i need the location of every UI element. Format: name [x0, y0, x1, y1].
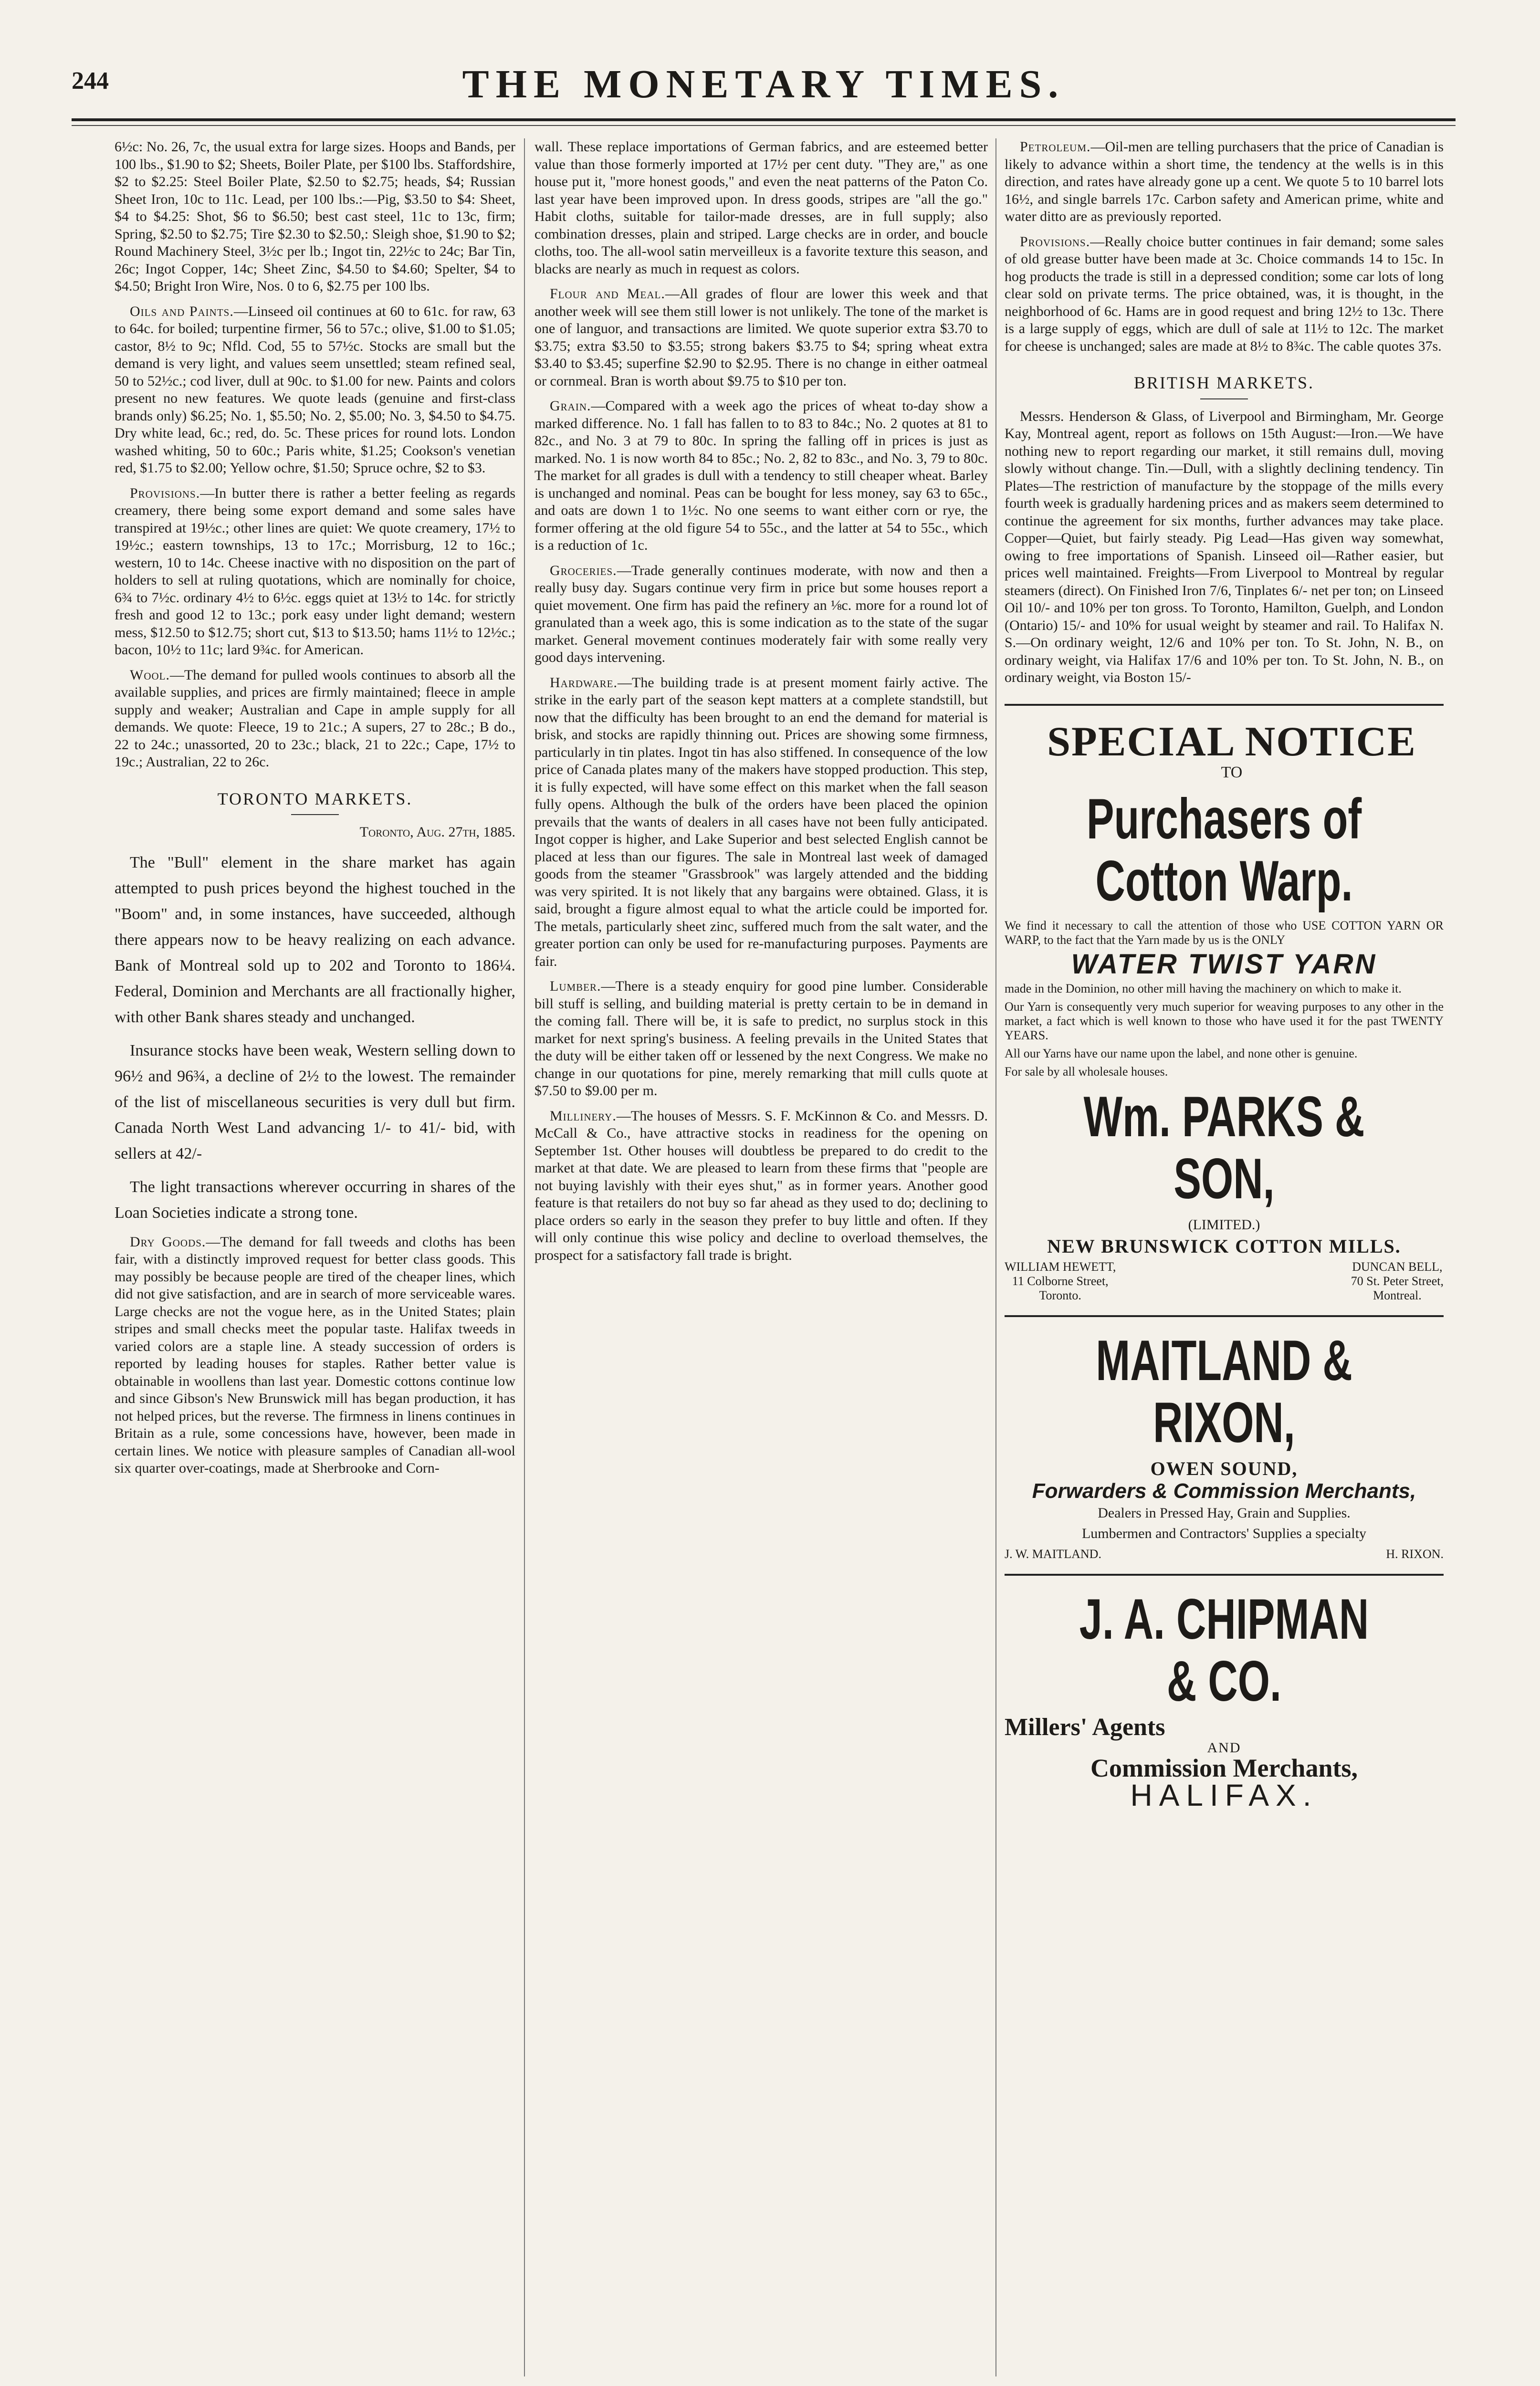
ad-firm-name: MAITLAND & RIXON, [1096, 1329, 1352, 1455]
section-head: Provisions. [1020, 233, 1090, 250]
section-head: Oils and Paints. [130, 303, 234, 319]
section-head: Wool. [130, 667, 170, 683]
ad-maitland-rixon [1005, 1329, 1444, 1561]
ad-agent [1005, 1260, 1116, 1303]
ad-divider [1005, 1315, 1444, 1317]
section-head: Dry Goods. [130, 1234, 206, 1250]
dateline: Toronto, Aug. 27th, 1885. [359, 824, 515, 840]
petroleum-paragraph [1005, 138, 1444, 226]
column-divider [524, 138, 525, 2376]
groceries-paragraph [534, 562, 988, 667]
toronto-paragraph: The light transactions wherever occurring in shares of the Loan Societies indicate a strong tone. [115, 1178, 515, 1222]
section-head: Hardware. [550, 674, 618, 691]
ad-divider [1005, 1574, 1444, 1576]
column-2 [534, 138, 988, 2376]
hardware-paragraph [534, 674, 988, 971]
ad-firm-name: Wm. PARKS & SON, [1083, 1085, 1365, 1211]
section-title-toronto: TORONTO MARKETS. [217, 789, 413, 808]
british-paragraph: Messrs. Henderson & Glass, of Liverpool and Birmingham, Mr. George Kay, Montreal agent, report as follows on 15th August:—Iron.—We have nothing new to report regarding our market, it still remains dull, moving slowly without change. Tin.—Dull, with a slightly declining tendency. Tin Plates—The restriction of manufacture by the stoppage of the mills every fourth week is gradually hardening prices and as makers seem determined to continue the agreement for six months, further advances may take place. Copper—Quiet, but fairly steady. Pig Lead—Has given way somewhat, owing to free importations of Spanish. Linseed oil—Rather easier, but prices well maintained. Freights—From Liverpool to Montreal by regular steamers (direct). On Finished Iron 7/6, Tinplates 6/- net per ton; on Linseed Oil 10/- and 10% per ton gross. To Toronto, Hamilton, Guelph, and London (Ontario) 15/- and 10% for usual weight by steamer and rail. To Halifax N. S.—On ordinary weight, 12/6 and 10% per ton. To St. John, N. B., on ordinary weight, via Halifax 17/6 and 10% per ton. To St. John, N. B., on ordinary weight, via Boston 15/- [1005, 408, 1444, 685]
millinery-paragraph [534, 1108, 988, 1265]
dry-goods-continued: wall. These replace importations of German fabrics, and are esteemed better value than those formerly imported at 17½ per cent duty. "They are," as one house put it, "more honest goods," and even the neat patterns of the Paton Co. last year have been improved upon. In dress goods, stripes are "all the go." Habit cloths, suitable for tailor-made dresses, are in full supply; also combination dresses, plain and striped. Large checks are in order, and boucle cloths, too. The all-wool satin merveilleux is a favorite texture this season, and blacks are nearly as much in request as colors. [534, 139, 988, 277]
masthead-title: THE MONETARY TIMES. [462, 62, 1065, 106]
column-divider [995, 138, 996, 2376]
flour-paragraph [534, 285, 988, 390]
ad-body: Dealers in Pressed Hay, Grain and Supplies. [1098, 1505, 1351, 1521]
ad-subline: TO [1221, 763, 1243, 781]
ad-subline: OWEN SOUND, [1150, 1458, 1298, 1479]
section-head: Provisions. [130, 485, 200, 501]
column-1 [115, 138, 515, 2376]
ad-agents [1005, 1260, 1444, 1303]
paragraph-text: —Linseed oil continues at 60 to 61c. for raw, 63 to 64c. for boiled; turpentine firmer, 56 to 57c.; olive, $1.00 to $1.05; castor, 8½ to 9c; Nfld. Cod, 55 to 57½c. Stocks are small but the demand is very light, and values seem unsettled; steam refined seal, 50 to 52½c.; cod liver, dull at 90c. to $1.00 for new. Paints and colors present no new features. We quote leads (genuine and first-class brands only) $6.25; No. 1, $5.50; No. 2, $5.00; No. 3, $4.50 to $4.75. Dry white lead, 6c.; red, do. 5c. These prices for round lots. London washed whiting, 50 to 60c.; Paris white, $1.25; Cookson's venetian red, $1.75 to $2.00; Yellow ochre, $1.50; Spruce ochre, $2 to $3. [115, 303, 515, 476]
wool-paragraph [115, 667, 515, 771]
ad-body: made in the Dominion, no other mill having the machinery on which to make it. [1005, 982, 1402, 995]
metals-paragraph: 6½c: No. 26, 7c, the usual extra for large sizes. Hoops and Bands, per 100 lbs., $1.90 to $2; Sheets, Boiler Plate, per $100 lbs. Staffordshire, $2 to $2.25: Steel Boiler Plate, $2.50 to $2.75; heads, $4; Russian Sheet Iron, 10c to 11c. Lead, per 100 lbs.:—Pig, $3.50 to $4: Sheet, $4 to $4.25: Shot, $6 to $6.50; best cast steel, 11c to 13c, firm; Spring, $2.50 to $2.75; Tire $2.30 to $2.50,: Sleigh shoe, $1.90 to $2; Round Machinery Steel, 3½c per lb.; Ingot tin, 22½c to 24c; Bar Tin, 26c; Ingot Copper, 14c; Sheet Zinc, $4.50 to $4.60; Spelter, $4 to $4.50; Bright Iron Wire, Nos. 0 to 6, $2.75 per 100 lbs. [115, 139, 515, 294]
agent-city: Toronto. [1039, 1288, 1081, 1302]
agent-address: 11 Colborne Street, [1012, 1274, 1109, 1288]
ad-display-text: Forwarders & Commission Merchants, [1032, 1479, 1416, 1503]
paragraph-text: —Oil-men are telling purchasers that the price of Canadian is likely to advance within a short time, the tendency at the wells is in this direction, and rates have already gone up a cent. We quote 5 to 10 barrel lots 16½, and single barrels 17c. Carbon safety and American prime, white and water ditto are as previously reported. [1005, 139, 1444, 224]
section-head: Grain. [550, 398, 591, 414]
ad-subline: AND [1207, 1739, 1241, 1756]
ad-headline: SPECIAL NOTICE [1047, 718, 1416, 765]
toronto-paragraph: The "Bull" element in the share market has again attempted to push prices beyond the highest touched in the "Boom" and, in some instances, have succeeded, although there appears now to be heavy realizing on each advance. Bank of Montreal sold up to 202 and Toronto to 186¼. Federal, Dominion and Merchants are all fractionally higher, with other Bank shares steady and unchanged. [115, 853, 515, 1026]
paragraph-text: —All grades of flour are lower this week and that another week will see them still lower is not unlikely. The tone of the market is one of languor, and transactions are limited. We quote superior extra $3.70 to $3.75; extra $3.50 to $3.55; strong bakers $3.75 to $4; spring wheat extra $3.40 to $3.45; superfine $2.90 to $2.95. There is no change in either oatmeal or cornmeal. Bran is worth about $9.75 to $10 per ton. [534, 286, 988, 389]
agent-city: Montreal. [1372, 1288, 1422, 1302]
agent-address: 70 St. Peter Street, [1351, 1274, 1444, 1288]
ad-subline: NEW BRUNSWICK COTTON MILLS. [1047, 1235, 1401, 1257]
paragraph-text: —Trade generally continues moderate, with now and then a really busy day. Sugars continue very firm in price but some houses report a quiet movement. One firm has paid the refinery an ⅛c. more for a round lot of granulated than a week ago, this is some indication as to the state of the sugar market. General movement continues moderately fair with some really very good days intervening. [534, 562, 988, 665]
paragraph-text: —Compared with a week ago the prices of wheat to-day show a marked difference. No. 1 fall has fallen to to 83 to 84c.; No. 2 quotes at 81 to 82c., and No. 3 at 79 to 80c. In spring the falling off in prices is just as marked. No. 1 is now worth 84 to 85c.; No. 2, 82 to 83c., and No. 3, 79 to 80c. The market for all grades is dull with a tendency to still cheaper wheat. Barley is unchanged and nominal. Peas can be bought for less money, say 63 to 65c., and oats are down 1 to 1½c. No one seems to want either corn or rye, the former offering at the old figure 54 to 55c., and the latter at 54 to 55c., which is a reduction of 1c. [534, 398, 988, 553]
dry-goods-paragraph [115, 1234, 515, 1477]
page-header [72, 57, 1456, 110]
ad-chipman [1005, 1587, 1444, 1812]
section-head: Lumber. [550, 978, 601, 994]
ad-body: Lumbermen and Contractors' Supplies a specialty [1081, 1525, 1367, 1541]
toronto-paragraph: Insurance stocks have been weak, Western selling down to 96½ and 96¾, a decline of 2½ to the lowest. The remainder of the list of miscellaneous securities is very dull but firm. Canada North West Land advancing 1/- to 41/- bid, with sellers at 42/- [115, 1041, 515, 1162]
ad-display-text: WATER TWIST YARN [1071, 948, 1377, 980]
section-head: Millinery. [550, 1108, 617, 1124]
ad-agent [1351, 1260, 1444, 1303]
ad-body: For sale by all wholesale houses. [1005, 1065, 1168, 1078]
section-head: Petroleum. [1020, 139, 1091, 155]
ad-city: HALIFAX. [1130, 1778, 1318, 1812]
section-head: Groceries. [550, 562, 617, 578]
agent-name: DUNCAN BELL, [1352, 1260, 1443, 1274]
ad-display-text: Purchasers of Cotton Warp. [1086, 786, 1362, 913]
ad-display-text: Commission Merchants, [1090, 1754, 1358, 1782]
ad-principals [1005, 1547, 1444, 1561]
ad-subline: (LIMITED.) [1188, 1217, 1260, 1233]
lumber-paragraph [534, 978, 988, 1100]
provisions-paragraph [115, 485, 515, 659]
page-number: 244 [72, 67, 109, 94]
ad-body: All our Yarns have our name upon the label, and none other is genuine. [1005, 1046, 1358, 1060]
paragraph-text: —The demand for fall tweeds and cloths has been fair, with a distinctly improved request for better class goods. This may possibly be because people are tired of the cheaper lines, which did not give satisfaction, and are in search of more serviceable wares. Large checks are not the vogue here, as in the United States; plain stripes and small checks meet the popular taste. Halifax tweeds in varied colors are a staple line. A steady succession of orders is reported by leading houses for staples. Rather better value is obtainable in woollens than last year. Domestic cottons continue low and since Gibson's New Brunswick mill has began production, it has not helped prices, but the reverse. The firmness in linens continues in Britain as a rule, some concessions have, however, been made in certain lines. We notice with pleasure samples of Canadian all-wool six quarter over-coatings, made at Sherbrooke and Corn- [115, 1234, 515, 1476]
paragraph-text: —The building trade is at present moment fairly active. The strike in the early part of the season kept matters at a complete standstill, but now that the difficulty has been brought to an end the demand for material is brisk, and stocks are rapidly thinning out. Prices are showing some firmness, particularly in tin plates. Ingot tin has also stiffened. In consequence of the low price of Canada plates many of the makers have stopped production. This step, it is fully expected, will have some effect on this market when the fall season fully opens. Although the bulk of the orders have been placed the opinion prevails that the wants of dealers in all cases have not been fully anticipated. Ingot copper is higher, and Lake Superior and best selected English cannot be placed at less than our figures. The sale in Montreal last week of damaged goods from the steamer "Grassbrook" was largely attended and the bidding was very spirited. It is not likely that any bargains were obtained. Glass, it is said, brought a figure almost equal to what the article could be imported for. The metals, particularly sheet zinc, suffered much from the salt water, and the greater portion can only be used for re-manufacturing purposes. Payments are fair. [534, 674, 988, 969]
ad-firm-name: J. A. CHIPMAN & CO. [1079, 1587, 1369, 1713]
divider [291, 814, 339, 815]
divider [1200, 398, 1248, 399]
ad-display-text: Millers' Agents [1005, 1714, 1165, 1741]
oils-paragraph [115, 303, 515, 477]
ad-body: Our Yarn is consequently very much superior for weaving purposes to any other in the market, a fact which is well known to those who have used it for the past TWENTY YEARS. [1005, 1000, 1444, 1042]
grain-paragraph [534, 398, 988, 555]
agent-name: WILLIAM HEWETT, [1005, 1260, 1116, 1274]
advertisements [1005, 704, 1444, 1812]
paragraph-text: —There is a steady enquiry for good pine lumber. Considerable bill stuff is selling, and building material is pretty certain to be in demand in the coming fall. There will be, it is safe to predict, no surplus stock in this market for next spring's business. A feeling prevails in the United States that the duty will be either taken off or lessened by the next Congress. We make no change in our quotations for pine, merely remarking that mill culls quote at $7.50 to $9.00 per m. [534, 978, 988, 1099]
paragraph-text: —The demand for pulled wools continues to absorb all the available supplies, and prices are firmly maintained; fleece in ample supply and weaker; Australian and Cape in ample supply for all demands. We quote: Fleece, 19 to 21c.; A supers, 27 to 28c.; B do., 22 to 24c.; unassorted, 20 to 23c.; black, 21 to 22c.; Cape, 17½ to 19c.; Australian, 22 to 26c. [115, 667, 515, 770]
section-head: Flour and Meal. [550, 286, 665, 302]
paragraph-text: —The houses of Messrs. S. F. McKinnon & Co. and Messrs. D. McCall & Co., have attractive stocks in readiness for the opening on September 1st. Other houses will doubtless be prepared to do credit to the market at that date. We are pleased to learn from these firms that "people are not buying lavishly with their eyes shut," as in former years. Another good feature is that retailers do not buy so far ahead as they used to do; declining to place orders so early in the season they prefer to buy little and often. If they will only continue this wise policy and decline to overload themselves, the prospect for a satisfactory fall trade is bright. [534, 1108, 988, 1263]
paragraph-text: —Really choice butter continues in fair demand; some sales of old grease butter have been made at 3c. Choice commands 14 to 15c. In hog products the trade is still in a depressed condition; some car lots of long clear sold on private terms. The price obtained, was, it is thought, in the neighborhood of 6c. Hams are in good request and bring 12½ to 13c. There is a large supply of eggs, which are dull of sale at 11½ to 12c. The market for cheese is unchanged; sales are made at 8½ to 8¾c. The cable quotes 37s. [1005, 233, 1444, 354]
header-rule-thin [72, 125, 1456, 126]
principal-name: H. RIXON. [1386, 1547, 1444, 1561]
section-title-british: BRITISH MARKETS. [1133, 373, 1315, 392]
column-3 [1005, 138, 1444, 2376]
ad-body: We find it necessary to call the attention of those who USE COTTON YARN OR WARP, to the fact that the Yarn made by us is the ONLY [1005, 918, 1444, 947]
ad-cotton-warp [1005, 720, 1444, 1303]
principal-name: J. W. MAITLAND. [1005, 1547, 1101, 1561]
provisions-paragraph [1005, 233, 1444, 356]
paragraph-text: —In butter there is rather a better feeling as regards creamery, there being some export demand and some sales have transpired at 19½c.; other lines are quiet: We quote creamery, 17½ to 19½c.; eastern townships, 13 to 17c.; Morrisburg, 12 to 16c.; western, 10 to 14c. Cheese inactive with no disposition on the part of holders to sell at ruling quotations, which are nominally for choice, 6¾ to 7½c. ordinary 4½ to 6½c. eggs quiet at 13½ to 14c. for strictly fresh and good 12 to 13c.; pork easy under light demand; western mess, $12.50 to $12.75; short cut, $13 to $13.50; hams 11½ to 12½c.; bacon, 10½ to 11c; lard 9¾c. for American. [115, 485, 515, 658]
header-rule [72, 118, 1456, 121]
